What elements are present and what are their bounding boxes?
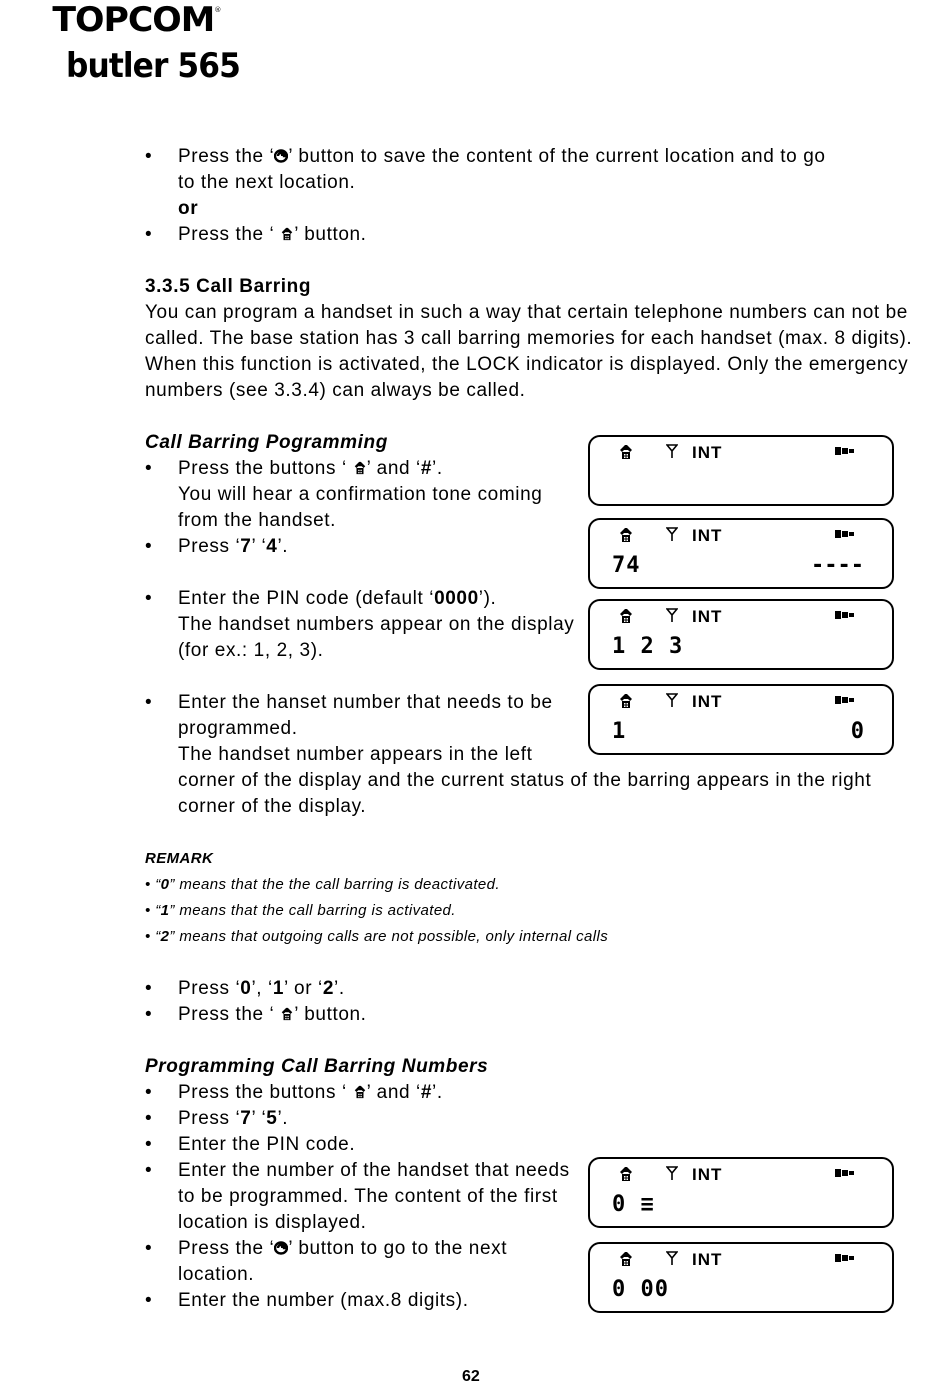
display-right: ---- bbox=[811, 553, 864, 578]
bullet: • bbox=[145, 458, 152, 479]
antenna-icon bbox=[666, 1166, 678, 1180]
handset-button-icon bbox=[280, 227, 294, 241]
press-handset-instruction: Press the ‘ ’ button. bbox=[178, 224, 367, 245]
section-paragraph: You can program a handset in such a way that certain telephone numbers can not be bbox=[145, 302, 908, 323]
instruction-line: You will hear a confirmation tone coming bbox=[178, 484, 543, 505]
or-label: or bbox=[178, 198, 199, 219]
status-int: INT bbox=[692, 526, 723, 545]
antenna-icon bbox=[666, 444, 678, 458]
bullet: • bbox=[145, 588, 152, 609]
ok-button-icon bbox=[274, 149, 288, 163]
lcd-display bbox=[588, 518, 894, 589]
lcd-display bbox=[588, 435, 894, 506]
instruction-line: programmed. bbox=[178, 718, 298, 739]
instruction-line: corner of the display. bbox=[178, 796, 367, 817]
save-next-instruction: Press the ‘ ’ button to save the content of the current location and to go bbox=[178, 146, 826, 167]
handset-icon bbox=[618, 1251, 634, 1267]
handset-button-icon bbox=[353, 1085, 367, 1099]
status-int: INT bbox=[692, 692, 723, 711]
subheading-call-barring-programming: Call Barring Pogramming bbox=[145, 432, 388, 453]
battery-icon bbox=[835, 611, 855, 619]
handset-button-icon bbox=[280, 1007, 294, 1021]
antenna-icon bbox=[666, 608, 678, 622]
press-buttons-instruction: Press the buttons ‘ ’ and ‘#’. bbox=[178, 1082, 443, 1103]
lcd-display bbox=[588, 1157, 894, 1228]
instruction-line: location. bbox=[178, 1264, 255, 1285]
instruction-line: from the handset. bbox=[178, 510, 337, 531]
handset-icon bbox=[618, 444, 634, 460]
press-status-instruction: Press ‘0’, ‘1’ or ‘2’. bbox=[178, 978, 345, 999]
lcd-display bbox=[588, 599, 894, 670]
section-paragraph: When this function is activated, the LOCK indicator is displayed. Only the emergency bbox=[145, 354, 909, 375]
bullet: • bbox=[145, 978, 152, 999]
remark-item: • “0” means that the the call barring is deactivated. bbox=[145, 876, 500, 893]
bullet: • bbox=[145, 146, 152, 167]
display-right: 0 bbox=[850, 719, 864, 744]
press-handset-instruction: Press the ‘ ’ button. bbox=[178, 1004, 367, 1025]
bullet: • bbox=[145, 1082, 152, 1103]
display-left: 1 bbox=[612, 719, 627, 744]
remark-item: • “1” means that the call barring is activated. bbox=[145, 902, 456, 919]
section-heading-call-barring: 3.3.5 Call Barring bbox=[145, 276, 312, 297]
display-left: 0 00 bbox=[612, 1277, 669, 1302]
brand-name: TOPCOM bbox=[52, 0, 215, 40]
handset-icon bbox=[618, 608, 634, 624]
display-left: 1 2 3 bbox=[612, 634, 684, 659]
section-paragraph: called. The base station has 3 call barring memories for each handset (max. 8 digits). bbox=[145, 328, 913, 349]
bullet: • bbox=[145, 1290, 152, 1311]
display-left: 74 bbox=[612, 553, 641, 578]
battery-icon bbox=[835, 447, 855, 455]
battery-icon bbox=[835, 696, 855, 704]
antenna-icon bbox=[666, 1251, 678, 1265]
status-int: INT bbox=[692, 443, 723, 462]
battery-icon bbox=[835, 1169, 855, 1177]
battery-icon bbox=[835, 530, 855, 538]
instruction-line: corner of the display and the current status of the barring appears in the right bbox=[178, 770, 872, 791]
bullet: • bbox=[145, 1108, 152, 1129]
bullet: • bbox=[145, 224, 152, 245]
bullet: • bbox=[145, 1160, 152, 1181]
handset-icon bbox=[618, 1166, 634, 1182]
status-int: INT bbox=[692, 1165, 723, 1184]
section-paragraph: numbers (see 3.3.4) can always be called. bbox=[145, 380, 526, 401]
enter-handset-instruction: Enter the hanset number that needs to be bbox=[178, 692, 553, 713]
remark-item: • “2” means that outgoing calls are not possible, only internal calls bbox=[145, 928, 609, 945]
handset-button-icon bbox=[353, 461, 367, 475]
instruction-line: to be programmed. The content of the first bbox=[178, 1186, 558, 1207]
lcd-display bbox=[588, 1242, 894, 1313]
subheading-programming-numbers: Programming Call Barring Numbers bbox=[145, 1056, 489, 1077]
handset-icon bbox=[618, 527, 634, 543]
enter-handset-instruction: Enter the number of the handset that needs bbox=[178, 1160, 570, 1181]
instruction-line: (for ex.: 1, 2, 3). bbox=[178, 640, 324, 661]
instruction-line: The handset numbers appear on the display bbox=[178, 614, 575, 635]
ok-button-icon bbox=[274, 1241, 288, 1255]
lcd-display bbox=[588, 684, 894, 755]
status-int: INT bbox=[692, 607, 723, 626]
status-int: INT bbox=[692, 1250, 723, 1269]
press-74-instruction: Press ‘7’ ‘4’. bbox=[178, 536, 289, 557]
instruction-line: location is displayed. bbox=[178, 1212, 367, 1233]
registered-mark: ® bbox=[214, 6, 221, 14]
bullet: • bbox=[145, 1004, 152, 1025]
bullet: • bbox=[145, 536, 152, 557]
press-next-instruction: Press the ‘ ’ button to go to the next bbox=[178, 1238, 508, 1259]
display-left: 0 ≡ bbox=[612, 1192, 655, 1217]
enter-pin-instruction: Enter the PIN code (default ‘0000’). bbox=[178, 588, 497, 609]
enter-pin-instruction: Enter the PIN code. bbox=[178, 1134, 356, 1155]
instruction-line: The handset number appears in the left bbox=[178, 744, 533, 765]
save-next-instruction-line2: to the next location. bbox=[178, 172, 356, 193]
enter-number-instruction: Enter the number (max.8 digits). bbox=[178, 1290, 469, 1311]
bullet: • bbox=[145, 1134, 152, 1155]
antenna-icon bbox=[666, 527, 678, 541]
handset-icon bbox=[618, 693, 634, 709]
model-logo: butler 565 bbox=[66, 46, 240, 86]
battery-icon bbox=[835, 1254, 855, 1262]
bullet: • bbox=[145, 1238, 152, 1259]
press-buttons-instruction: Press the buttons ‘ ’ and ‘#’. bbox=[178, 458, 443, 479]
antenna-icon bbox=[666, 693, 678, 707]
page-number: 62 bbox=[462, 1368, 480, 1385]
remark-title: REMARK bbox=[145, 850, 214, 867]
press-75-instruction: Press ‘7’ ‘5’. bbox=[178, 1108, 289, 1129]
bullet: • bbox=[145, 692, 152, 713]
brand-logo bbox=[52, 0, 220, 40]
